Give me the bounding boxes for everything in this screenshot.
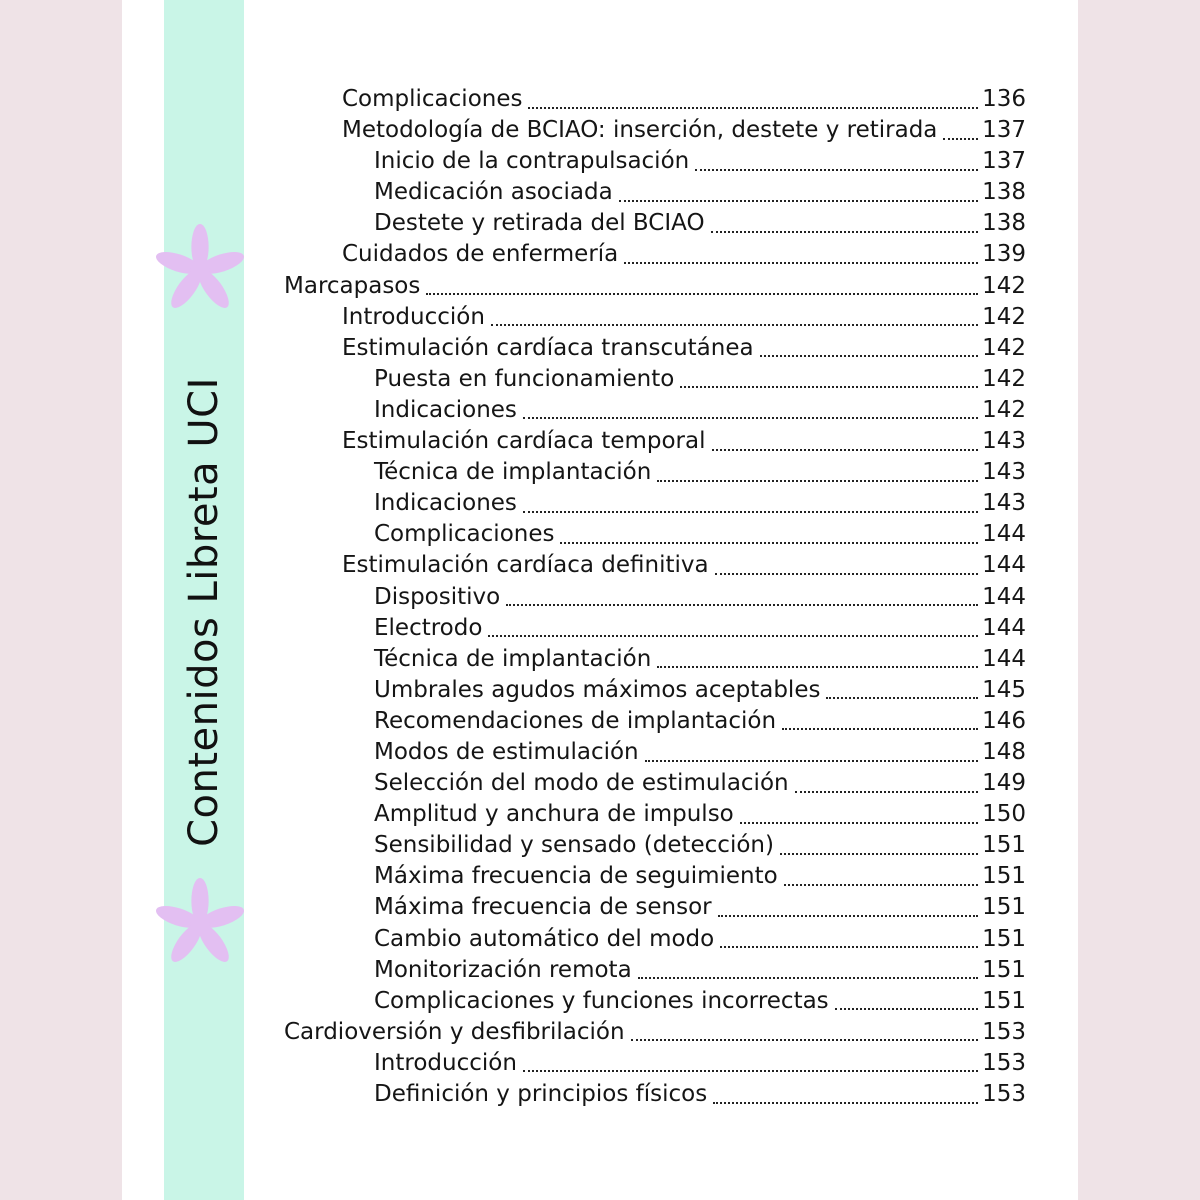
- toc-entry-title: Inicio de la contrapulsación: [374, 148, 690, 175]
- toc-entry-title: Cuidados de enfermería: [342, 241, 619, 268]
- toc-entry-page: 142: [982, 334, 1026, 361]
- dot-leader: [619, 200, 978, 202]
- toc-entry-page: 138: [982, 210, 1026, 237]
- toc-entry: [284, 302, 1026, 333]
- dot-leader: [718, 915, 978, 917]
- toc-entry-title: Dispositivo: [374, 583, 501, 610]
- table-of-contents: [284, 84, 1026, 1110]
- dot-leader: [680, 386, 978, 388]
- flower-icon: [152, 876, 248, 972]
- toc-entry: [284, 457, 1026, 488]
- dot-leader: [560, 542, 978, 544]
- toc-entry: [284, 488, 1026, 519]
- toc-entry-page: 144: [982, 583, 1026, 610]
- dot-leader: [740, 822, 978, 824]
- toc-entry-page: 144: [982, 521, 1026, 548]
- dot-leader: [780, 853, 978, 855]
- toc-entry: [284, 333, 1026, 364]
- toc-entry: [284, 675, 1026, 706]
- toc-entry-title: Técnica de implantación: [374, 459, 652, 486]
- dot-leader: [528, 107, 978, 109]
- toc-entry-page: 142: [982, 303, 1026, 330]
- dot-leader: [826, 697, 978, 699]
- toc-entry-title: Recomendaciones de implantación: [374, 707, 777, 734]
- toc-entry-title: Introducción: [374, 1049, 517, 1076]
- toc-entry-title: Complicaciones: [342, 86, 523, 112]
- toc-entry: [284, 1017, 1026, 1048]
- dot-leader: [523, 417, 978, 419]
- dot-leader: [943, 138, 978, 140]
- dot-leader: [491, 324, 978, 326]
- toc-entry: [284, 239, 1026, 270]
- toc-entry-page: 138: [982, 179, 1026, 206]
- dot-leader: [645, 760, 978, 762]
- toc-entry: [284, 115, 1026, 146]
- dot-leader: [712, 449, 979, 451]
- toc-entry: [284, 364, 1026, 395]
- dot-leader: [695, 169, 978, 171]
- toc-entry-page: 143: [982, 428, 1026, 455]
- toc-entry: [284, 861, 1026, 892]
- toc-entry-page: 144: [982, 645, 1026, 672]
- toc-entry-page: 142: [982, 272, 1026, 299]
- toc-entry-page: 137: [982, 148, 1026, 175]
- dot-leader: [835, 1008, 978, 1010]
- toc-entry: [284, 208, 1026, 239]
- toc-entry-title: Complicaciones: [374, 521, 555, 548]
- toc-entry-title: Cambio automático del modo: [374, 925, 715, 952]
- toc-entry-title: Monitorización remota: [374, 956, 632, 983]
- toc-entry: [284, 1048, 1026, 1079]
- toc-entry: [284, 550, 1026, 581]
- toc-entry: [284, 84, 1026, 115]
- toc-entry: [284, 271, 1026, 302]
- dot-leader: [624, 262, 978, 264]
- toc-entry-page: 146: [982, 707, 1026, 734]
- dot-leader: [720, 946, 978, 948]
- toc-entry-page: 151: [982, 894, 1026, 921]
- toc-entry-page: 151: [982, 956, 1026, 983]
- toc-entry: [284, 519, 1026, 550]
- toc-entry-title: Técnica de implantación: [374, 645, 652, 672]
- toc-entry: [284, 924, 1026, 955]
- dot-leader: [795, 791, 978, 793]
- toc-entry: [284, 892, 1026, 923]
- toc-entry: [284, 177, 1026, 208]
- toc-entry-page: 149: [982, 770, 1026, 797]
- toc-entry: [284, 582, 1026, 613]
- dot-leader: [426, 293, 978, 295]
- toc-entry: [284, 644, 1026, 675]
- toc-entry: [284, 1079, 1026, 1110]
- toc-entry-title: Estimulación cardíaca definitiva: [342, 552, 709, 579]
- toc-entry-title: Estimulación cardíaca transcutánea: [342, 334, 754, 361]
- dot-leader: [711, 231, 979, 233]
- toc-entry-page: 137: [982, 117, 1026, 144]
- dot-leader: [782, 728, 978, 730]
- toc-entry: [284, 986, 1026, 1017]
- toc-entry-title: Máxima frecuencia de seguimiento: [374, 863, 778, 890]
- toc-entry: [284, 768, 1026, 799]
- toc-entry-title: Medicación asociada: [374, 179, 613, 206]
- toc-entry-page: 151: [982, 987, 1026, 1014]
- toc-entry-title: Sensibilidad y sensado (detección): [374, 832, 774, 859]
- toc-entry: [284, 830, 1026, 861]
- toc-entry-page: 153: [982, 1018, 1026, 1045]
- toc-entry-page: 144: [982, 552, 1026, 579]
- dot-leader: [657, 480, 978, 482]
- toc-entry-page: 151: [982, 863, 1026, 890]
- toc-entry-page: 148: [982, 738, 1026, 765]
- toc-entry-page: 153: [982, 1081, 1026, 1107]
- toc-entry-page: 139: [982, 241, 1026, 268]
- dot-leader: [506, 604, 978, 606]
- toc-entry-title: Electrodo: [374, 614, 483, 641]
- toc-entry-page: 142: [982, 396, 1026, 423]
- toc-entry-title: Estimulación cardíaca temporal: [342, 428, 706, 455]
- toc-entry: [284, 395, 1026, 426]
- toc-entry-title: Cardioversión y desfibrilación: [284, 1018, 625, 1045]
- dot-leader: [715, 573, 978, 575]
- flower-icon: [152, 222, 248, 318]
- dot-leader: [488, 635, 978, 637]
- toc-entry-title: Destete y retirada del BCIAO: [374, 210, 705, 237]
- toc-entry-title: Máxima frecuencia de sensor: [374, 894, 712, 921]
- toc-entry-page: 150: [982, 801, 1026, 828]
- toc-entry-page: 144: [982, 614, 1026, 641]
- dot-leader: [657, 666, 978, 668]
- toc-entry: [284, 737, 1026, 768]
- toc-entry-title: Metodología de BCIAO: inserción, destete y retirada: [342, 117, 938, 144]
- toc-entry: [284, 955, 1026, 986]
- toc-entry-title: Umbrales agudos máximos aceptables: [374, 676, 821, 703]
- toc-entry-title: Complicaciones y funciones incorrectas: [374, 987, 829, 1014]
- toc-entry-page: 143: [982, 490, 1026, 517]
- toc-entry-title: Selección del modo de estimulación: [374, 770, 789, 797]
- toc-entry-page: 142: [982, 365, 1026, 392]
- toc-entry-title: Marcapasos: [284, 272, 421, 299]
- toc-entry-page: 151: [982, 925, 1026, 952]
- toc-entry-title: Modos de estimulación: [374, 738, 639, 765]
- toc-entry-title: Amplitud y anchura de impulso: [374, 801, 734, 828]
- toc-entry-title: Puesta en funcionamiento: [374, 365, 675, 392]
- toc-entry: [284, 799, 1026, 830]
- toc-entry: [284, 706, 1026, 737]
- toc-entry-title: Indicaciones: [374, 396, 517, 423]
- toc-entry-page: 151: [982, 832, 1026, 859]
- dot-leader: [760, 355, 978, 357]
- dot-leader: [631, 1039, 979, 1041]
- toc-entry-title: Definición y principios físicos: [374, 1081, 708, 1107]
- vertical-title: Contenidos Libreta UCI: [181, 377, 227, 847]
- dot-leader: [638, 977, 978, 979]
- dot-leader: [784, 884, 978, 886]
- toc-entry-page: 153: [982, 1049, 1026, 1076]
- toc-entry-title: Indicaciones: [374, 490, 517, 517]
- toc-entry: [284, 426, 1026, 457]
- toc-entry-page: 143: [982, 459, 1026, 486]
- dot-leader: [713, 1102, 978, 1104]
- dot-leader: [523, 511, 978, 513]
- toc-entry: [284, 613, 1026, 644]
- dot-leader: [523, 1070, 978, 1072]
- toc-entry-page: 136: [982, 86, 1026, 112]
- toc-entry: [284, 146, 1026, 177]
- toc-entry-page: 145: [982, 676, 1026, 703]
- toc-entry-title: Introducción: [342, 303, 485, 330]
